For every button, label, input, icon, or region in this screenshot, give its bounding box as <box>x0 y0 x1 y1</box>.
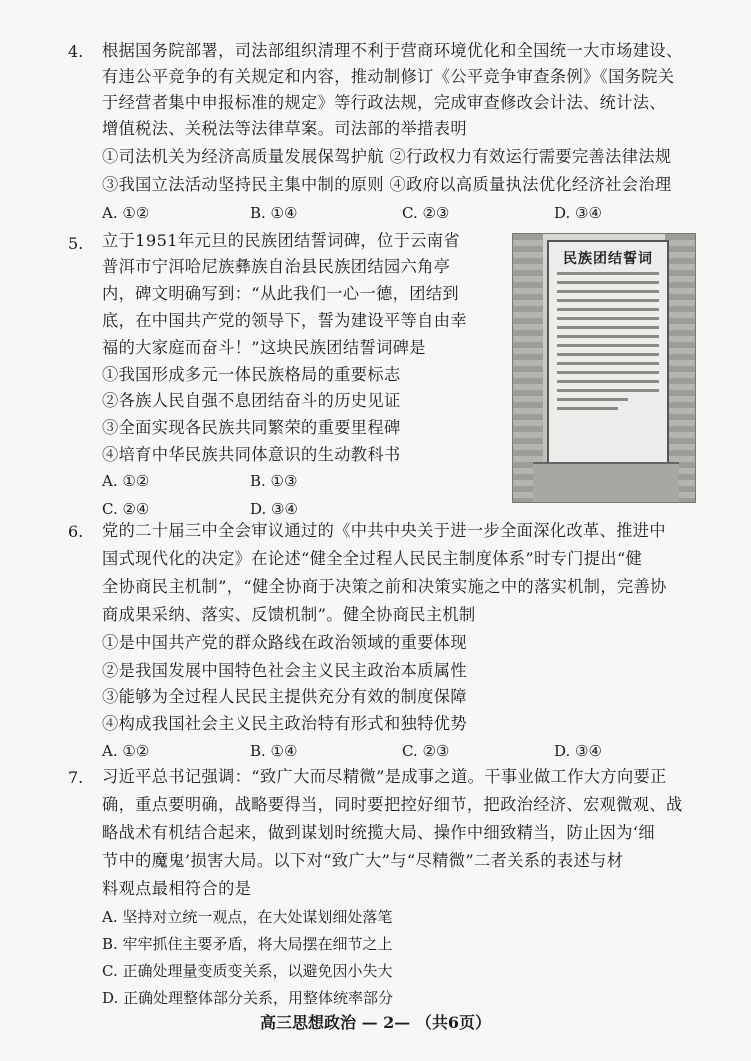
question-text-line: 底，在中国共产党的领导下，誓为建设平等自由幸 <box>102 311 467 330</box>
page-footer: 高三思想政治 — 2— （共6页） <box>260 1013 491 1032</box>
option-c: C. ②④ <box>102 500 150 518</box>
question-text-line: 习近平总书记强调：“致广大而尽精微”是成事之道。干事业做工作大方向要正 <box>102 767 667 786</box>
statement-line: ③能够为全过程人民民主提供充分有效的制度保障 <box>102 687 467 706</box>
option-d: D. ③④ <box>554 204 602 222</box>
option-a: A. ①② <box>102 742 150 760</box>
stele-base <box>533 462 679 503</box>
question-number: 4. <box>68 42 84 61</box>
question-text-line: 增值税法、关税法等法律草案。司法部的举措表明 <box>102 119 467 138</box>
question-text-line: 立于1951年元旦的民族团结誓词碑，位于云南省 <box>102 231 460 250</box>
stele-title: 民族团结誓词 <box>563 251 653 267</box>
statement-line: ④构成我国社会主义民主政治特有形式和独特优势 <box>102 714 467 733</box>
question-number: 7. <box>68 768 84 787</box>
option-d: D. ③④ <box>250 500 298 518</box>
option-b: B. ①④ <box>250 742 298 760</box>
question-text-line: 商成果采纳、落实、反馈机制”。健全协商民主机制 <box>102 605 476 624</box>
option-b: B. ①④ <box>250 204 298 222</box>
question-text-line: 有违公平竞争的有关规定和内容，推动制修订《公平竞争审查条例》《国务院关 <box>102 67 675 86</box>
question-text-line: 党的二十届三中全会审议通过的《中共中央关于进一步全面深化改革、推进中 <box>102 521 666 540</box>
question-number: 6. <box>68 522 84 541</box>
statement-line: ①是中国共产党的群众路线在政治领域的重要体现 <box>102 633 467 652</box>
question-text-line: 福的大家庭而奋斗！”这块民族团结誓词碑是 <box>102 338 426 357</box>
statement-line: ②各族人民自强不息团结奋斗的历史见证 <box>102 391 401 410</box>
statement-line: ④培育中华民族共同体意识的生动教科书 <box>102 445 401 464</box>
option-d: D. 正确处理整体部分关系，用整体统率部分 <box>102 989 394 1007</box>
stele-monument <box>547 240 669 466</box>
question-text-line: 确，重点要明确，战略要得当，同时要把控好细节，把政治经济、宏观微观、战 <box>102 795 683 814</box>
question-text-line: 略战术有机结合起来，做到谋划时统揽大局、操作中细致精当，防止因为‘细 <box>102 823 655 842</box>
question-text-line: 内，碑文明确写到：“从此我们一心一德，团结到 <box>102 284 460 303</box>
option-a: A. ①② <box>102 204 150 222</box>
option-b: B. 牢牢抓住主要矛盾，将大局摆在细节之上 <box>102 935 393 953</box>
stele-photo <box>512 233 696 503</box>
question-text-line: 根据国务院部署，司法部组织清理不利于营商环境优化和全国统一大市场建设、 <box>102 41 683 60</box>
option-c: C. ②③ <box>402 742 450 760</box>
question-text-line: 料观点最相符合的是 <box>102 879 252 898</box>
statement-line: ③全面实现各民族共同繁荣的重要里程碑 <box>102 418 401 437</box>
stele-inscription <box>557 272 659 416</box>
question-text-line: 普洱市宁洱哈尼族彝族自治县民族团结园六角亭 <box>102 257 451 276</box>
option-a: A. ①② <box>102 472 150 490</box>
question-number: 5. <box>68 234 84 253</box>
statement-line: ③我国立法活动坚持民主集中制的原则 ④政府以高质量执法优化经济社会治理 <box>102 175 672 194</box>
statement-line: ②是我国发展中国特色社会主义民主政治本质属性 <box>102 661 467 680</box>
question-text-line: 于经营者集中申报标准的规定》等行政法规，完成审查修改会计法、统计法、 <box>102 93 666 112</box>
question-text-line: 国式现代化的决定》在论述“健全全过程人民民主制度体系”时专门提出“健 <box>102 549 643 568</box>
option-a: A. 坚持对立统一观点，在大处谋划细处落笔 <box>102 908 393 926</box>
option-c: C. ②③ <box>402 204 450 222</box>
option-d: D. ③④ <box>554 742 602 760</box>
question-text-line: 全协商民主机制”，“健全协商于决策之前和决策实施之中的落实机制，完善协 <box>102 577 667 596</box>
statement-line: ①我国形成多元一体民族格局的重要标志 <box>102 365 401 384</box>
question-text-line: 节中的魔鬼’损害大局。以下对“致广大”与“尽精微”二者关系的表述与材 <box>102 851 624 870</box>
option-c: C. 正确处理量变质变关系，以避免因小失大 <box>102 962 393 980</box>
option-b: B. ①③ <box>250 472 298 490</box>
statement-line: ①司法机关为经济高质量发展保驾护航 ②行政权力有效运行需要完善法律法规 <box>102 147 672 166</box>
